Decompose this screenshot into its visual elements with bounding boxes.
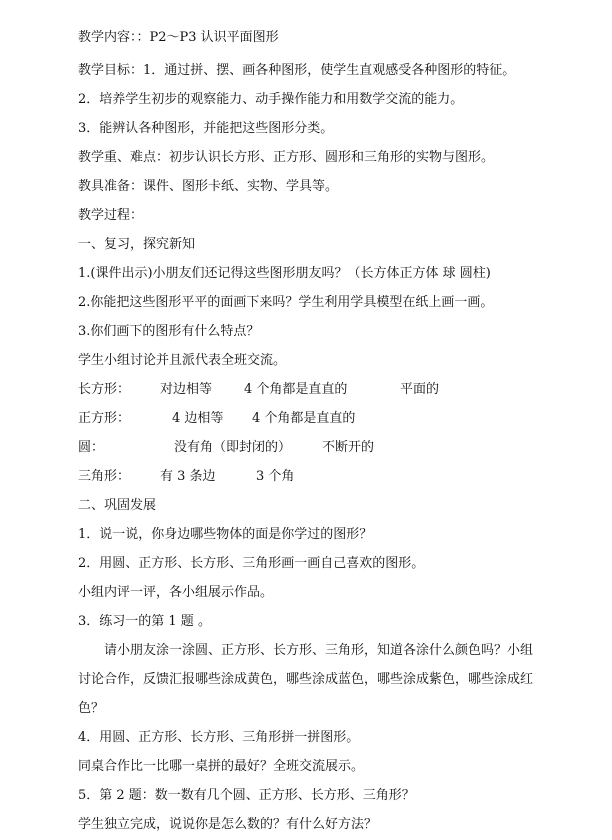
shape-feature: 4 边相等 [172,411,224,426]
shape-feature: 不断开的 [322,440,375,455]
shape-feature: 没有角（即封闭的） [174,440,292,455]
shape-feature: 4 个角都是直直的 [244,382,348,397]
process-heading: 教学过程： [78,208,144,223]
group-review: 小组内评一评，各小组展示作品。 [78,585,274,600]
shape-feature: 平面的 [400,382,440,397]
practice-4: 4．用圆、正方形、长方形、三角形拼一拼图形。 [78,730,360,745]
coloring-paragraph: 请小朋友涂一涂圆、正方形、长方形、三角形，知道各涂什么颜色吗？小组讨论合作，反馈汇报哪些涂成黄色，哪些涂成蓝色，哪些涂成紫色，哪些涂成红色？ [78,643,534,716]
teaching-content: 教学内容：：P2～P3 认识平面图形 [78,30,279,45]
shape-feature: 有 3 条边 [160,469,216,484]
practice-2: 2．用圆、正方形、长方形、三角形画一画自己喜欢的图形。 [78,556,425,571]
step-3: 3.你们画下的图形有什么特点？ [78,324,260,339]
shape-feature: 4 个角都是直直的 [252,411,356,426]
teaching-goal-1: 教学目标：1．通过拼、摆、画各种图形，使学生直观感受各种图形的特征。 [78,63,516,78]
desk-compare: 同桌合作比一比哪一桌拼的最好？全班交流展示。 [78,759,365,774]
shape-feature: 3 个角 [256,469,295,484]
practice-3: 3．练习一的第 1 题 。 [78,614,211,629]
independent-work: 学生独立完成，说说你是怎么数的？有什么好方法？ [78,817,378,832]
step-1: 1.(课件出示)小朋友们还记得这些图形朋友吗？（长方体正方体 球 圆柱) [78,266,491,281]
key-difficult-points: 教学重、难点：初步认识长方形、正方形、圆形和三角形的实物与图形。 [78,150,495,165]
group-discussion: 学生小组讨论并且派代表全班交流。 [78,353,287,368]
teaching-goal-3: 3．能辨认各种图形，并能把这些图形分类。 [78,121,334,136]
teaching-goal-2: 2．培养学生初步的观察能力、动手操作能力和用数学交流的能力。 [78,92,464,107]
section-1-heading: 一、复习，探究新知 [78,237,196,252]
practice-5: 5．第 2 题：数一数有几个圆、正方形、长方形、三角形？ [78,788,415,803]
practice-1: 1．说一说，你身边哪些物体的面是你学过的图形？ [78,527,373,542]
shape-name: 三角形： [78,469,131,484]
shape-name: 圆： [78,440,105,455]
teaching-aids: 教具准备：课件、图形卡纸、实物、学具等。 [78,179,339,194]
shape-name: 正方形： [78,411,131,426]
step-2: 2.你能把这些图形平平的面画下来吗？学生利用学具模型在纸上画一画。 [78,295,494,310]
shape-feature: 对边相等 [160,382,213,397]
shape-name: 长方形： [78,382,131,397]
section-2-heading: 二、巩固发展 [78,498,157,513]
